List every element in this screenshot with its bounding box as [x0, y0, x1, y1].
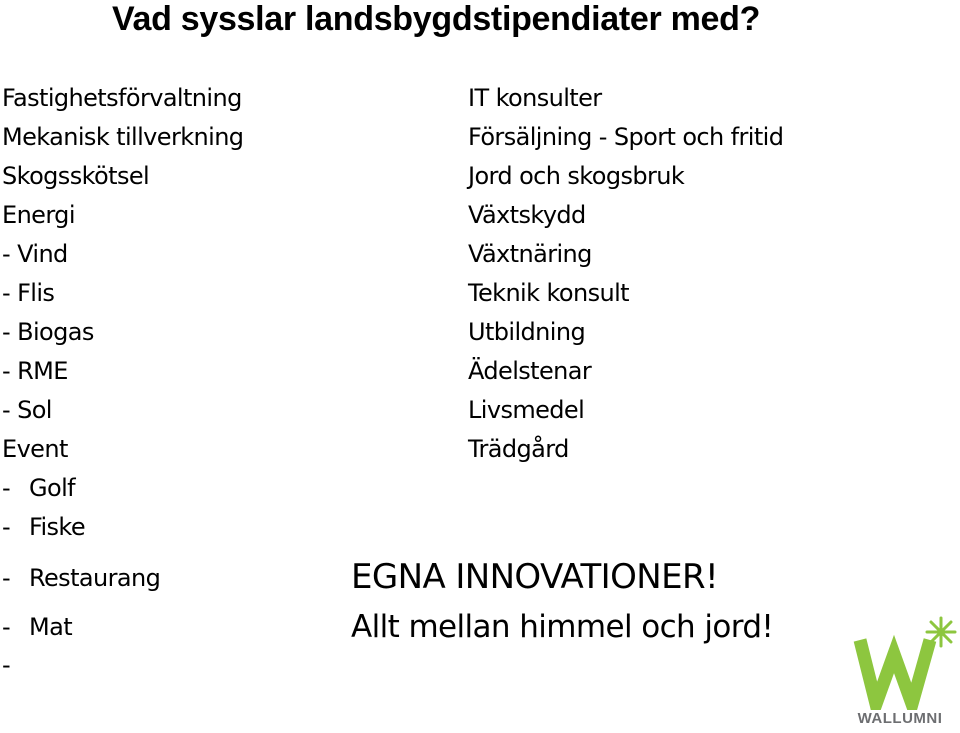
- wallumni-w-star-icon: [842, 616, 958, 710]
- dash-marker: -: [2, 513, 11, 541]
- list-item: - Vind: [2, 240, 68, 268]
- list-item: IT konsulter: [468, 84, 602, 112]
- list-item: Försäljning - Sport och fritid: [468, 123, 784, 151]
- list-item: - RME: [2, 357, 68, 385]
- list-item: Trädgård: [468, 435, 569, 463]
- list-item: Ädelstenar: [468, 357, 592, 385]
- wallumni-logo: [842, 616, 958, 728]
- dash-item-label: Restaurang: [29, 564, 161, 592]
- dash-marker: -: [2, 613, 11, 641]
- dash-list-item: [2, 650, 29, 680]
- list-item: Växtnäring: [468, 240, 592, 268]
- list-item: Livsmedel: [468, 396, 585, 424]
- dash-marker: -: [2, 651, 11, 679]
- list-item: Utbildning: [468, 318, 586, 346]
- dash-marker: -: [2, 564, 11, 592]
- list-item: Växtskydd: [468, 201, 586, 229]
- list-item: - Biogas: [2, 318, 94, 346]
- dash-item-label: Fiske: [29, 513, 86, 541]
- left-list: [2, 79, 243, 469]
- dash-item-label: Golf: [29, 474, 75, 502]
- list-item: Mekanisk tillverkning: [2, 123, 244, 151]
- dash-list-item: [2, 563, 160, 593]
- dash-item-label: Mat: [29, 613, 73, 641]
- list-item: Fastighetsförvaltning: [2, 84, 242, 112]
- list-item: - Flis: [2, 279, 55, 307]
- dash-marker: -: [2, 474, 11, 502]
- dash-list-item: [2, 612, 72, 642]
- list-item: Event: [2, 435, 68, 463]
- list-item: - Sol: [2, 396, 52, 424]
- list-item: Jord och skogsbruk: [468, 162, 685, 190]
- list-item: Energi: [2, 201, 75, 229]
- right-list: [468, 79, 783, 469]
- slide-title: Vad sysslar landsbygdstipendiater med?: [112, 0, 761, 38]
- list-item: Skogsskötsel: [2, 162, 150, 190]
- slogan-main: EGNA INNOVATIONER!: [351, 557, 719, 597]
- wallumni-logo-text: WALLUMNI: [857, 710, 943, 727]
- dash-list-item: [2, 473, 75, 503]
- slogan-sub: Allt mellan himmel och jord!: [351, 609, 774, 645]
- dash-list-item: [2, 512, 85, 542]
- list-item: Teknik konsult: [468, 279, 629, 307]
